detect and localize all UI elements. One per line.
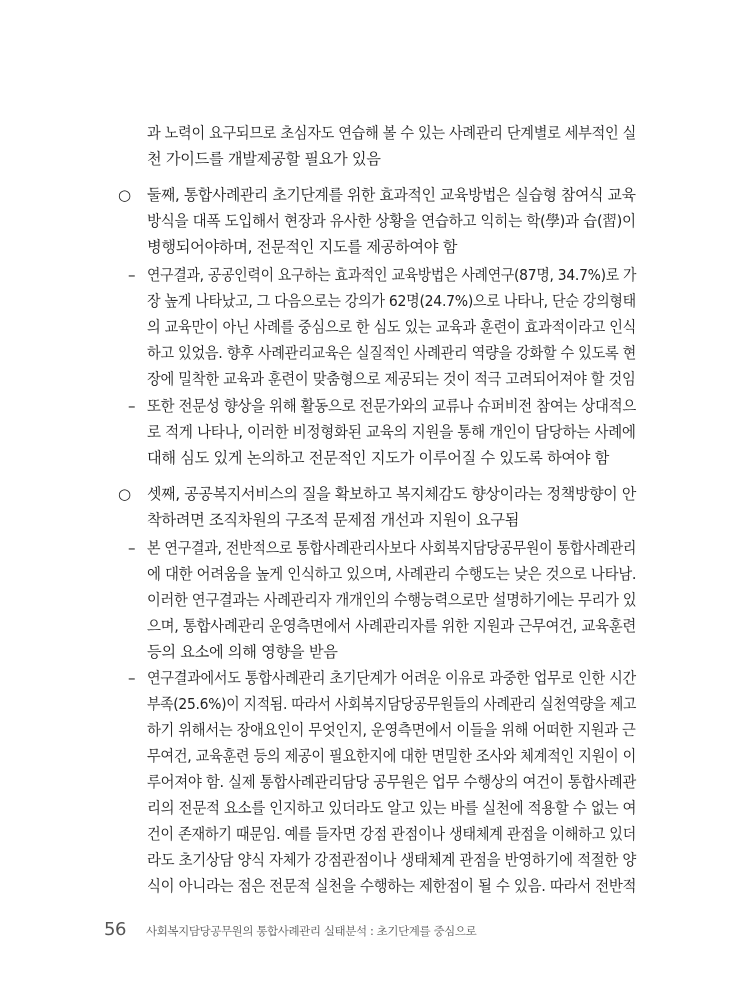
text-line: 또한 전문성 향상을 위해 활동으로 전문가와의 교류나 슈퍼비전 참여는 상대적으 xyxy=(147,397,636,415)
text-line: 셋째, 공공복지서비스의 질을 확보하고 복지체감도 향상이라는 정책방향이 안 xyxy=(147,485,637,503)
text-line: 로 적게 나타나, 이러한 비정형화된 교육의 지원을 통해 개인이 담당하는 사례에 xyxy=(147,423,636,441)
text-line: 둘째, 통합사례관리 초기단계를 위한 효과적인 교육방법은 실습형 참여식 교육 xyxy=(147,186,636,204)
circle-bullet-icon: ○ xyxy=(118,485,132,503)
text-line: 이러한 연구결과는 사례관리자 개개인의 수행능력으로만 설명하기에는 무리가 있 xyxy=(147,591,637,609)
text-line: 방식을 대폭 도입해서 현장과 유사한 상황을 연습하고 익히는 학(學)과 습(習)이 xyxy=(147,212,636,230)
text-line: 연구결과, 공공인력이 요구하는 효과적인 교육방법은 사례연구(87명, 34.7%)로 가 xyxy=(147,266,637,284)
text-line: 천 가이드를 개발제공할 필요가 있음 xyxy=(147,150,381,168)
text-line: 에 대한 어려움을 높게 인식하고 있으며, 사례관리 수행도는 낮은 것으로 나타남. xyxy=(147,565,637,583)
text-line: 건이 존재하기 때문임. 예를 들자면 강점 관점이나 생태체계 관점을 이해하고 있더 xyxy=(147,825,637,843)
text-line: 하고 있었음. 향후 사례관리교육은 실질적인 사례관리 역량을 강화할 수 있도록 현 xyxy=(147,344,637,362)
text-line: 병행되어야하며, 전문적인 지도를 제공하여야 함 xyxy=(147,238,458,256)
text-line: 본 연구결과, 전반적으로 통합사례관리사보다 사회복지담당공무원이 통합사례관리 xyxy=(147,539,637,557)
text-line: 장 높게 나타났고, 그 다음으로는 강의가 62명(24.7%)으로 나타나, 단순 강의형태 xyxy=(147,292,636,310)
text-line: 리의 전문적 요소를 인지하고 있더라도 알고 있는 바를 실천에 적용할 수 없는 여 xyxy=(147,799,637,817)
circle-bullet-icon: ○ xyxy=(118,186,132,204)
page-footer xyxy=(0,919,741,943)
text-line: 하기 위해서는 장애요인이 무엇인지, 운영측면에서 이들을 위해 어떠한 지원과 근 xyxy=(147,721,636,739)
text-line: 등의 요소에 의해 영향을 받음 xyxy=(147,643,338,661)
text-line: 대해 심도 있게 논의하고 전문적인 지도가 이루어질 수 있도록 하여야 함 xyxy=(147,449,610,467)
dash-bullet-icon: – xyxy=(128,397,136,415)
text-line: 착하려면 조직차원의 구조적 문제점 개선과 지원이 요구됨 xyxy=(147,511,520,529)
text-line: 연구결과에서도 통합사례관리 초기단계가 어려운 이유로 과중한 업무로 인한 시간 xyxy=(147,669,636,687)
text-line: 무여건, 교육훈련 등의 제공이 필요한지에 대한 면밀한 조사와 체계적인 지원이 이 xyxy=(147,747,637,765)
text-line: 루어져야 함. 실제 통합사례관리담당 공무원은 업무 수행상의 여건이 통합사례관 xyxy=(147,773,636,791)
page-number: 56 xyxy=(104,919,126,940)
dash-bullet-icon: – xyxy=(128,539,136,557)
text-line: 식이 아니라는 점은 전문적 실천을 수행하는 제한점이 될 수 있음. 따라서 전반적 xyxy=(147,877,637,895)
text-line: 과 노력이 요구되므로 초심자도 연습해 볼 수 있는 사례관리 단계별로 세부적인 실 xyxy=(147,124,637,142)
running-title: 사회복지담당공무원의 통합사례관리 실태분석 : 초기단계를 중심으로 xyxy=(146,924,477,938)
text-line: 부족(25.6%)이 지적됨. 따라서 사회복지담당공무원들의 사례관리 실천역량을 제고 xyxy=(147,695,637,713)
dash-bullet-icon: – xyxy=(128,669,136,687)
text-line: 으며, 통합사례관리 운영측면에서 사례관리자를 위한 지원과 근무여건, 교육훈련 xyxy=(147,617,636,635)
text-line: 라도 초기상담 양식 자체가 강점관점이나 생태체계 관점을 반영하기에 적절한 양 xyxy=(147,851,636,869)
dash-bullet-icon: – xyxy=(128,266,136,284)
text-line: 의 교육만이 아닌 사례를 중심으로 한 심도 있는 교육과 훈련이 효과적이라고 인식 xyxy=(147,318,637,336)
text-line: 장에 밀착한 교육과 훈련이 맞춤형으로 제공되는 것이 적극 고려되어져야 할 것임 xyxy=(147,370,636,388)
